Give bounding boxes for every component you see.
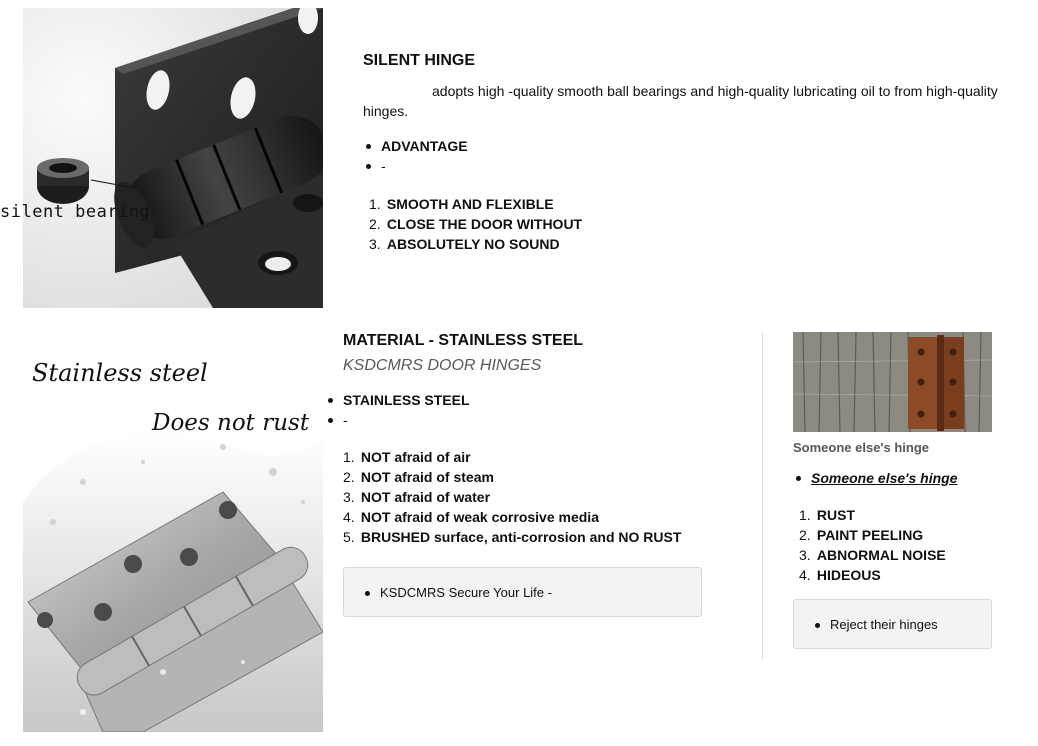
material-subtitle: KSDCMRS DOOR HINGES [343, 357, 542, 374]
bearing-icon [37, 158, 89, 204]
stainless-steel-caption: Stainless steel [32, 359, 208, 387]
list-item: 1. NOT afraid of air [343, 449, 471, 465]
black-hinge-illustration [23, 8, 323, 308]
list-item: 2. NOT afraid of steam [343, 469, 494, 485]
silent-hinge-section [363, 52, 1003, 254]
list-item: 1. SMOOTH AND FLEXIBLE [369, 196, 554, 212]
list-item: STAINLESS STEEL [325, 390, 743, 410]
competitor-section [793, 468, 1023, 585]
list-item: 3. ABSOLUTELY NO SOUND [369, 236, 560, 252]
silent-hinge-features [369, 194, 1003, 254]
ksdcmrs-note-box [343, 567, 702, 617]
list-item: 2. CLOSE THE DOOR WITHOUT [369, 216, 583, 232]
list-item: 3. ABNORMAL NOISE [799, 547, 946, 563]
silent-hinge-description: adopts high -quality smooth ball bearings and high-quality lubricating oil to from high-quality hinges. [363, 83, 998, 119]
material-features [343, 447, 743, 547]
reject-note: Reject their hinges [812, 616, 991, 634]
material-section [343, 332, 743, 547]
list-item: 1. RUST [799, 507, 856, 523]
does-not-rust-caption: Does not rust [152, 410, 310, 436]
black-hinge-image [23, 8, 323, 308]
steel-hinge-image [23, 332, 323, 732]
bearing-caption: silent bearing [0, 202, 151, 222]
list-item: 2. PAINT PEELING [799, 527, 924, 543]
rusty-hinge-caption: Someone else's hinge [793, 440, 930, 455]
column-divider [762, 332, 763, 660]
list-item: 4. HIDEOUS [799, 567, 881, 583]
rusty-hinge-image [793, 332, 992, 432]
someone-elses-hinge-link[interactable]: Someone else's hinge [793, 468, 1023, 488]
list-item: 3. NOT afraid of water [343, 489, 491, 505]
list-item: 4. NOT afraid of weak corrosive media [343, 509, 599, 525]
silent-hinge-bullets [363, 136, 1003, 176]
reject-note-box [793, 599, 992, 649]
material-title: MATERIAL - STAINLESS STEEL [343, 332, 584, 349]
competitor-bullets [793, 468, 1023, 488]
ksdcmrs-note: KSDCMRS Secure Your Life - [362, 584, 701, 602]
steel-hinge-illustration [23, 332, 323, 732]
silent-hinge-title: SILENT HINGE [363, 52, 476, 69]
list-item: 5. BRUSHED surface, anti-corrosion and NO RUST [343, 529, 682, 545]
list-item: ADVANTAGE [363, 136, 1003, 156]
list-item: - [325, 410, 743, 430]
list-item: - [363, 156, 1003, 176]
competitor-problems [799, 505, 1023, 585]
material-bullets [325, 390, 743, 430]
rusty-hinge-illustration [793, 332, 992, 432]
